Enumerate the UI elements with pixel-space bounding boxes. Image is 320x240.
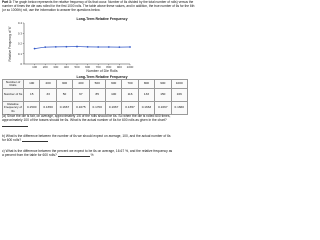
chart-title: Long-Term Relative Frequency: [76, 17, 128, 21]
question-b-line-2: for 600 rolls?: [2, 138, 22, 143]
x-tick-label: 500: [74, 65, 80, 70]
answer-c-input[interactable]: [58, 153, 90, 157]
question-b-line-1: b) What is the difference between the number of 6s we should expect on average, 100, and the actual number of 6s: [2, 134, 171, 138]
table-cell: 133: [138, 89, 154, 102]
table-cell: 0.1700: [89, 102, 105, 115]
y-tick-label: 0.2: [17, 41, 22, 46]
y-axis-label: Relative Frequency of '6': [8, 26, 12, 62]
table-cell: 33: [40, 89, 56, 102]
y-tick-label: 0.3: [17, 31, 22, 36]
table-cell: 50: [56, 89, 72, 102]
table-cell: 800: [138, 80, 154, 89]
table-cell: 900: [155, 80, 171, 89]
table-cell: 0.1500: [24, 102, 40, 115]
table-cell: 100: [24, 80, 40, 89]
table-cell: 0.1650: [40, 102, 56, 115]
data-point: [66, 46, 68, 48]
row-header: Number of 6s: [3, 89, 24, 102]
table-cell: 700: [122, 80, 138, 89]
x-tick-label: 900: [116, 65, 122, 70]
x-tick-label: 1000: [126, 65, 134, 70]
question-c-line-2: a percent from the table for 600 rolls?: [2, 153, 57, 158]
x-tick-label: 600: [85, 65, 91, 70]
table-cell: 200: [40, 80, 56, 89]
question-c: [2, 149, 198, 157]
data-point: [87, 46, 89, 48]
x-tick-label: 200: [42, 65, 48, 70]
table-cell: 500: [89, 80, 105, 89]
answer-b-input[interactable]: [22, 138, 48, 142]
question-a-line-1: (a) Since the die is fair, on average, approximately 1/6 of the rolls should be 6s. So when the die is rolled 600 times,: [2, 114, 171, 118]
table-cell: 400: [73, 80, 89, 89]
data-point: [129, 46, 131, 48]
table-cell: 150: [155, 89, 171, 102]
chart-axes: [24, 23, 130, 64]
table-cell: 0.1667: [56, 102, 72, 115]
data-point: [34, 48, 36, 50]
table-cell: 1000: [171, 80, 187, 89]
part-label: Part 3:: [2, 0, 12, 4]
data-point: [55, 46, 57, 48]
table-cell: 300: [56, 80, 72, 89]
row-relative-frequency: [3, 102, 188, 115]
data-point: [44, 46, 46, 48]
frequency-table: [2, 79, 188, 115]
table-cell: 0.1675: [73, 102, 89, 115]
data-point: [119, 46, 121, 48]
x-tick-label: 100: [32, 65, 38, 70]
question-a-line-2: approximately 100 of the tosses should be 6s. What is the actual number of 6s for 600 rolls as given in the chart?: [2, 118, 167, 123]
x-tick-label: 700: [95, 65, 101, 70]
x-axis-ticks: [32, 64, 134, 69]
x-axis-label: Number of Die Rolls: [86, 69, 118, 73]
question-b: [2, 134, 198, 142]
x-tick-label: 800: [106, 65, 112, 70]
row-header: Relative Frequency of 6s: [3, 101, 23, 113]
table-cell: 85: [89, 89, 105, 102]
row-number-of-6s: [3, 89, 188, 102]
table-title: Long-Term Relative Frequency: [76, 75, 128, 79]
table-cell: 15: [24, 89, 40, 102]
data-point: [97, 46, 99, 48]
row-header: Number of Rolls: [3, 80, 24, 89]
table-cell: 0.1663: [138, 102, 154, 115]
y-tick-label: 0: [20, 62, 22, 67]
answer-a-input[interactable]: [2, 123, 28, 127]
question-c-line-1: c) What is the difference between the percent we expect to be 6s on average, 16.67 %, and the relative frequency as: [2, 149, 173, 153]
question-a: [2, 114, 198, 127]
data-point: [108, 46, 110, 48]
table-cell: 0.1657: [122, 102, 138, 115]
table-cell: 0.1667: [155, 102, 171, 115]
y-tick-label: 0.4: [17, 21, 22, 26]
series-line: [35, 47, 130, 49]
data-point: [76, 46, 78, 48]
percent-suffix: %: [90, 153, 94, 158]
table-cell: 116: [122, 89, 138, 102]
table-cell: 100: [105, 89, 121, 102]
instructions: [2, 1, 198, 13]
table-cell: 600: [105, 80, 121, 89]
table-cell: 166: [171, 89, 187, 102]
x-tick-label: 300: [53, 65, 59, 70]
relative-frequency-chart: [0, 20, 200, 75]
y-axis-ticks: [18, 21, 24, 66]
instructions-text: The graph below represents the relative frequency of 6s that occur. Number of 6s divided by the total number of rolls) versus the number of times the die was rolled for the first 1000 rolls. The table above these values, and in addition, the true number of 6s for the 6th (or so 1000th) roll, use the information to answer the questions below.: [2, 0, 195, 12]
table-cell: 0.1667: [105, 102, 121, 115]
table-cell: 0.1660: [171, 102, 187, 115]
x-tick-label: 400: [63, 65, 69, 70]
y-tick-label: 0.1: [17, 51, 22, 56]
table-cell: 67: [73, 89, 89, 102]
data-series: [34, 46, 131, 50]
row-number-of-rolls: [3, 80, 188, 89]
